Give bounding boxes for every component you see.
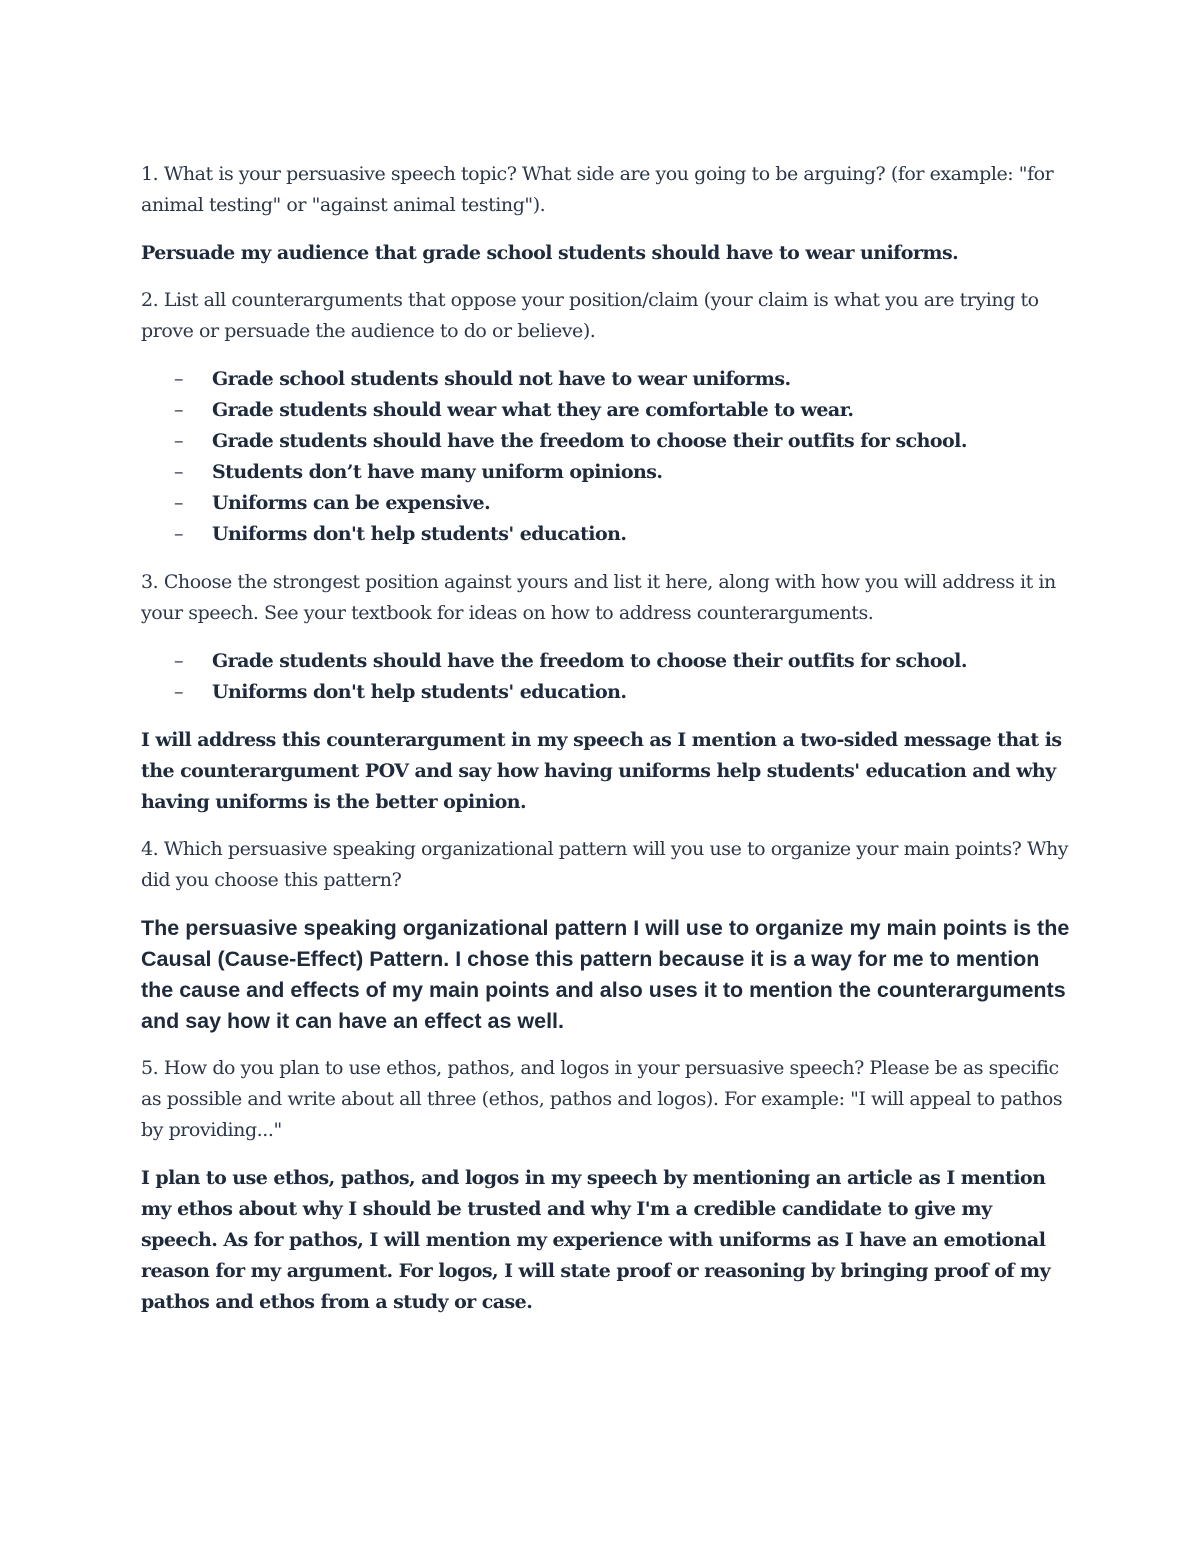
dash-bullet-icon: –: [174, 430, 183, 452]
strongest-position-list: [141, 646, 1071, 708]
question-4: 4. Which persuasive speaking organizational pattern will you use to organize your main points? Why did you choose this pattern?: [141, 838, 1069, 891]
list-item: – Uniforms don't help students' education.: [141, 519, 1071, 550]
dash-bullet-icon: –: [174, 492, 183, 514]
question-3: 3. Choose the strongest position against yours and list it here, along with how you will address it in your speech. See your textbook for ideas on how to address counterarguments.: [141, 571, 1056, 624]
list-item: – Grade students should wear what they are comfortable to wear.: [141, 395, 1071, 426]
document-body: [141, 159, 1071, 1334]
dash-bullet-icon: –: [174, 461, 183, 483]
list-item: – Uniforms don't help students' education.: [141, 677, 1071, 708]
dash-bullet-icon: –: [174, 399, 183, 421]
list-item: – Grade students should have the freedom to choose their outfits for school.: [141, 426, 1071, 457]
counterarguments-list: [141, 364, 1071, 550]
list-item: – Grade school students should not have to wear uniforms.: [141, 364, 1071, 395]
answer-5: I plan to use ethos, pathos, and logos in my speech by mentioning an article as I mention my ethos about why I should be trusted and why I'm a credible candidate to give my speech. As for pathos, I will mention my experience with uniforms as I have an emotional reason for my argument. For logos, I will state proof or reasoning by bringing proof of my pathos and ethos from a study or case.: [141, 1167, 1051, 1313]
answer-3-text: I will address this counterargument in my speech as I mention a two-sided message that is the counterargument POV and say how having uniforms help students' education and why having uniforms is the better opinion.: [141, 729, 1062, 813]
list-item: – Uniforms can be expensive.: [141, 488, 1071, 519]
dash-bullet-icon: –: [174, 368, 183, 390]
dash-bullet-icon: –: [174, 523, 183, 545]
list-item: – Grade students should have the freedom to choose their outfits for school.: [141, 646, 1071, 677]
answer-4: The persuasive speaking organizational pattern I will use to organize my main points is the Causal (Cause-Effect) Pattern. I chose this pattern because it is a way for me to mention the cause and effects of my main points and also uses it to mention the counterarguments and say how it can have an effect as well.: [141, 916, 1070, 1033]
list-item: – Students don’t have many uniform opinions.: [141, 457, 1071, 488]
question-5: 5. How do you plan to use ethos, pathos, and logos in your persuasive speech? Please be as specific as possible and write about all three (ethos, pathos and logos). For example: "I will appeal to pathos by providing...": [141, 1057, 1063, 1141]
answer-1: Persuade my audience that grade school students should have to wear uniforms.: [141, 242, 959, 264]
question-1: 1. What is your persuasive speech topic? What side are you going to be arguing? (for example: "for animal testing" or "against animal testing").: [141, 163, 1054, 216]
dash-bullet-icon: –: [174, 650, 183, 672]
question-2: 2. List all counterarguments that oppose your position/claim (your claim is what you are trying to prove or persuade the audience to do or believe).: [141, 289, 1039, 342]
dash-bullet-icon: –: [174, 681, 183, 703]
